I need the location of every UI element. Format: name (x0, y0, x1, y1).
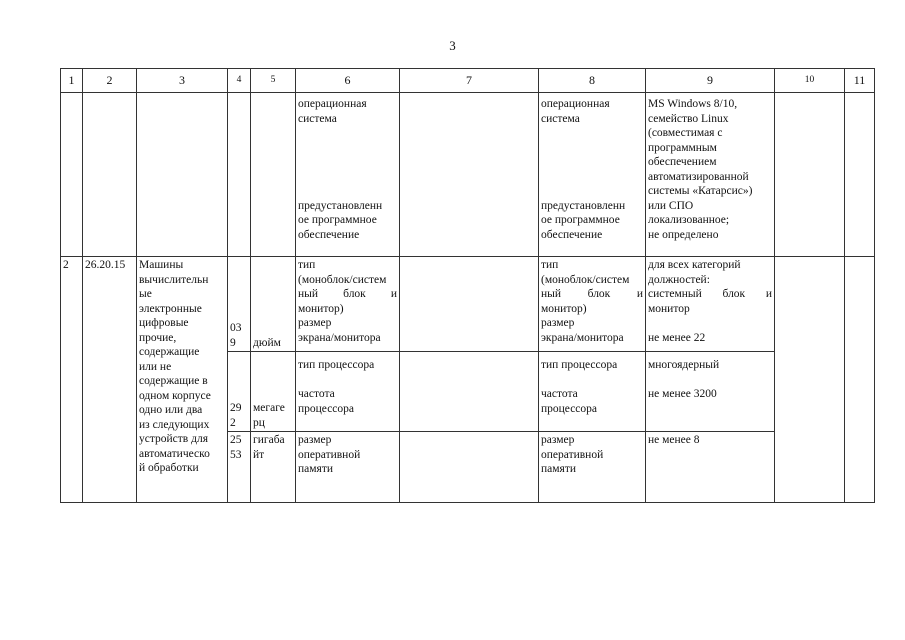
line: система (541, 112, 580, 125)
unit-code: 29 2 (228, 352, 251, 432)
cell-empty (61, 93, 83, 257)
cell-empty (400, 432, 539, 503)
characteristic-cell: тип процессора частота процессора (539, 352, 646, 432)
header-cell: 8 (539, 69, 646, 93)
table-row-continued (61, 93, 875, 257)
cell-empty (400, 257, 539, 352)
line: ое программное (298, 214, 377, 226)
value-cell: для всех категорий должностей: системный блок и монитор не менее 22 (646, 257, 775, 352)
header-cell: 10 (775, 69, 845, 93)
unit-code: 03 9 (228, 257, 251, 352)
value-cell: не менее 8 (646, 432, 775, 503)
line: ое программное (541, 214, 620, 226)
specification-table (60, 68, 875, 503)
okpd-code: 26.20.15 (83, 257, 137, 503)
line: автоматизированной (648, 170, 749, 183)
cell-empty (137, 93, 228, 257)
page-number: 3 (449, 38, 456, 53)
characteristic-cell: тип процессора частота процессора (296, 352, 400, 432)
header-row (61, 69, 875, 93)
cell-empty (400, 352, 539, 432)
line: не определено (648, 228, 719, 241)
value-cell: многоядерный не менее 3200 (646, 352, 775, 432)
line: локализованное; (648, 214, 730, 226)
line: предустановленн (298, 199, 383, 212)
header-cell: 3 (137, 69, 228, 93)
cell-empty (845, 257, 875, 503)
unit-name: мегаге рц (251, 352, 296, 432)
characteristic-cell: размер оперативной памяти (539, 432, 646, 503)
characteristic-cell: тип (моноблок/систем ный блок и монитор) размер экрана/монитора (539, 257, 646, 352)
line: MS Windows 8/10, (648, 98, 738, 110)
characteristic-cell: тип (моноблок/систем ный блок и монитор) размер экрана/монитора (296, 257, 400, 352)
line: операционная (298, 98, 367, 110)
cell-empty (251, 93, 296, 257)
line: (совместимая с (648, 127, 723, 139)
cell-empty (845, 93, 875, 257)
header-cell: 9 (646, 69, 775, 93)
line: операционная (541, 98, 610, 110)
item-name: Машины вычислительн ые электронные цифровые прочие, содержащие или не содержащие в одном корпусе одно или два из следующих устройств для автоматическо й обработки (137, 257, 228, 503)
cell-empty (400, 93, 539, 257)
line: обеспечение (541, 228, 603, 241)
cell-empty (83, 93, 137, 257)
line: семейство Linux (648, 112, 729, 125)
value-cell (646, 93, 775, 257)
line: программным (648, 141, 717, 154)
line: система (298, 112, 337, 125)
characteristic-cell: размер оперативной памяти (296, 432, 400, 503)
line: или СПО (648, 199, 694, 212)
characteristic-cell (296, 93, 400, 257)
header-cell: 1 (61, 69, 83, 93)
header-cell: 11 (845, 69, 875, 93)
cell-empty (775, 257, 845, 503)
header-cell: 4 (228, 69, 251, 93)
header-cell: 2 (83, 69, 137, 93)
cell-empty (228, 93, 251, 257)
characteristic-cell (539, 93, 646, 257)
line: предустановленн (541, 199, 626, 212)
cell-empty (775, 93, 845, 257)
unit-name: гигаба йт (251, 432, 296, 503)
table-row-item (61, 257, 875, 352)
unit-code: 25 53 (228, 432, 251, 503)
header-cell: 6 (296, 69, 400, 93)
header-cell: 5 (251, 69, 296, 93)
row-number: 2 (61, 257, 83, 503)
line: обеспечение (298, 228, 360, 241)
line: системы «Катарсис») (648, 185, 753, 197)
line: обеспечением (648, 156, 717, 168)
unit-name: дюйм (251, 257, 296, 352)
header-cell: 7 (400, 69, 539, 93)
